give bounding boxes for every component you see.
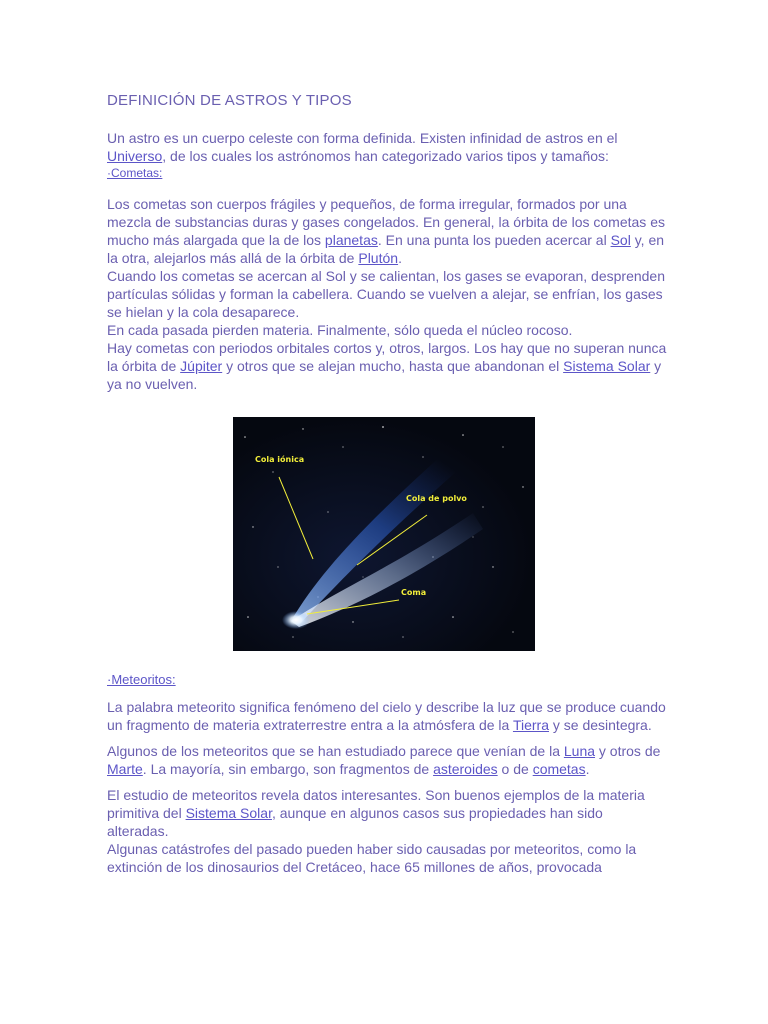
meteoritos-paragraph-2 — [107, 742, 667, 778]
link-tierra[interactable]: Tierra — [512, 717, 549, 733]
cometas-paragraph-3: En cada pasada pierden materia. Finalmente, sólo queda el núcleo rocoso. — [107, 322, 573, 338]
intro-text-2: , de los cuales los astrónomos han categorizado varios tipos y tamaños: — [162, 148, 609, 164]
cometas-anchor[interactable]: ·Cometas: — [107, 166, 163, 180]
link-cometas[interactable]: cometas — [532, 761, 586, 777]
meteoritos-paragraph-3 — [107, 786, 667, 840]
meteoritos-section — [107, 672, 667, 876]
text: . La mayoría, sin embargo, son fragmentos de — [142, 761, 434, 777]
comet-diagram-image — [233, 417, 535, 651]
text: . — [398, 250, 402, 266]
intro-text-1: Un astro es un cuerpo celeste con forma definida. Existen infinidad de astros en el — [107, 130, 618, 146]
text: y, en la otra, alejarlos más allá de la órbita de — [107, 232, 665, 266]
text: y otros que se alejan mucho, hasta que abandonan el — [222, 358, 564, 374]
text: y otros de — [595, 743, 661, 759]
link-marte[interactable]: Marte — [107, 761, 143, 777]
cometas-paragraph-4 — [107, 339, 667, 393]
cometas-heading — [107, 165, 667, 181]
text: y se desintegra. — [549, 717, 652, 733]
label-cola-ionica: Cola iónica — [255, 455, 305, 464]
meteoritos-paragraph-4: Algunas catástrofes del pasado pueden haber sido causadas por meteoritos, como la extinción de los dinosaurios del Cretáceo, hace 65 millones de años, provocada — [107, 841, 637, 875]
meteoritos-anchor[interactable]: ·Meteoritos: — [107, 672, 176, 687]
coma-glow — [282, 611, 310, 629]
text: La palabra meteorito significa fenómeno del cielo y describe la luz que se produce cuando un fragmento de materia extraterrestre entra a la atmósfera de la — [107, 699, 666, 733]
text: y ya no vuelven. — [107, 358, 662, 392]
link-pluton[interactable]: Plutón — [358, 250, 399, 266]
link-sol[interactable]: Sol — [610, 232, 631, 248]
meteoritos-paragraph-1 — [107, 698, 667, 734]
text: o de — [497, 761, 533, 777]
link-planetas[interactable]: planetas — [324, 232, 378, 248]
label-coma: Coma — [401, 588, 427, 597]
link-asteroides[interactable]: asteroides — [433, 761, 498, 777]
text: , aunque en algunos casos sus propiedades han sido alteradas. — [107, 805, 603, 839]
text: Algunos de los meteoritos que se han estudiado parece que venían de la — [107, 743, 564, 759]
link-sistema-solar-2[interactable]: Sistema Solar — [185, 805, 272, 821]
text: Los cometas son cuerpos frágiles y pequeños, de forma irregular, formados por una mezcla de substancias duras y gases congelados. En general, la órbita de los cometas es mucho más alargada que la de los — [107, 196, 665, 248]
link-luna[interactable]: Luna — [563, 743, 596, 759]
cometas-paragraph-1 — [107, 195, 667, 267]
text: . — [585, 761, 590, 777]
cometas-paragraph-2: Cuando los cometas se acercan al Sol y se calientan, los gases se evaporan, desprenden partículas sólidas y forman la cabellera. Cuando se vuelven a alejar, se enfrían, los gases se hielan y la cola desaparece. — [107, 268, 666, 320]
intro-paragraph — [107, 129, 667, 165]
text: . En una punta los pueden acercar al — [377, 232, 611, 248]
link-sistema-solar[interactable]: Sistema Solar — [563, 358, 651, 374]
label-cola-polvo: Cola de polvo — [406, 494, 467, 503]
page-title: DEFINICIÓN DE ASTROS Y TIPOS — [107, 92, 352, 109]
link-universo[interactable]: Universo — [107, 148, 163, 164]
link-jupiter[interactable]: Júpiter — [180, 358, 223, 374]
text: Hay cometas con periodos orbitales cortos y, otros, largos. Los hay que no superan nunca la órbita de — [107, 340, 667, 374]
comet-illustration — [233, 417, 535, 651]
document-body — [107, 92, 667, 393]
text: El estudio de meteoritos revela datos interesantes. Son buenos ejemplos de la materia primitiva del — [107, 787, 645, 821]
meteoritos-heading — [107, 672, 667, 688]
